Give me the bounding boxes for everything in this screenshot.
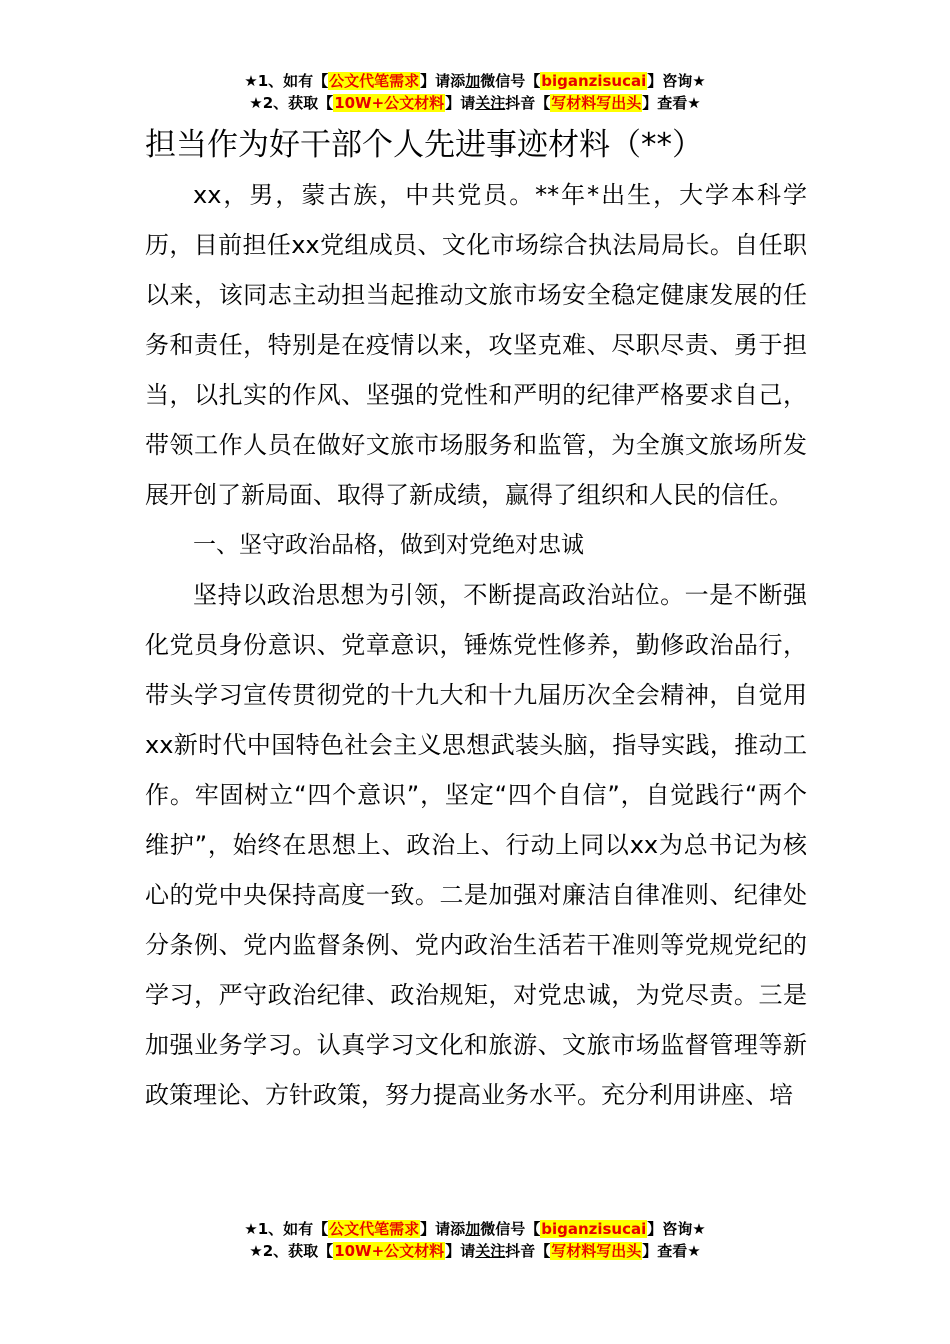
document-body — [145, 170, 807, 1120]
section-1-paragraph: 坚持以政治思想为引领，不断提高政治站位。一是不断强化党员身份意识、党章意识，锤炼党性修养，勤修政治品行，带头学习宣传贯彻党的十九大和十九届历次全会精神，自觉用xx新时代中国特色社会主义思想武装头脑，指导实践，推动工作。牢固树立“四个意识”，坚定“四个自信”，自觉践行“两个维护”，始终在思想上、政治上、行动上同以xx为总书记为核心的党中央保持高度一致。二是加强对廉洁自律准则、纪律处分条例、党内监督条例、党内政治生活若干准则等党规党纪的学习，严守政治纪律、政治规矩，对党忠诚，为党尽责。三是加强业务学习。认真学习文化和旅游、文旅市场监督管理等新政策理论、方针政策，努力提高业务水平。充分利用讲座、培 — [145, 581, 807, 1109]
document-title: 担当作为好干部个人先进事迹材料（**） — [145, 127, 703, 163]
promo-line-1: ★1、如有【公文代笔需求】请添加微信号【biganzisucai】咨询★ — [244, 1220, 706, 1238]
promo-line-2: ★2、获取【10W+公文材料】请关注抖音【写材料写出头】查看★ — [249, 1242, 701, 1260]
section-heading-1: 一、坚守政治品格，做到对党绝对忠诚 — [193, 532, 584, 558]
footer-promo-banner — [0, 1218, 950, 1262]
highlight-douyin: 写材料写出头 — [551, 94, 642, 112]
highlight-wechat-id: biganzisucai — [541, 72, 647, 90]
promo-line-2: ★2、获取【10W+公文材料】请关注抖音【写材料写出头】查看★ — [249, 94, 701, 112]
highlight-materials: 10W+公文材料 — [334, 1242, 445, 1260]
highlight-douyin: 写材料写出头 — [551, 1242, 642, 1260]
highlight-wechat-id: biganzisucai — [541, 1220, 647, 1238]
intro-paragraph: xx，男，蒙古族，中共党员。**年*出生，大学本科学历，目前担任xx党组成员、文化市场综合执法局局长。自任职以来，该同志主动担当起推动文旅市场安全稳定健康发展的任务和责任，特别是在疫情以来，攻坚克难、尽职尽责、勇于担当，以扎实的作风、坚强的党性和严明的纪律严格要求自己，带领工作人员在做好文旅市场服务和监管，为全旗文旅场所发展开创了新局面、取得了新成绩，赢得了组织和人民的信任。 — [145, 181, 807, 509]
header-promo-banner — [0, 70, 950, 114]
promo-line-1: ★1、如有【公文代笔需求】请添加微信号【biganzisucai】咨询★ — [244, 72, 706, 90]
highlight-materials: 10W+公文材料 — [334, 94, 445, 112]
highlight-service: 公文代笔需求 — [329, 72, 420, 90]
highlight-service: 公文代笔需求 — [329, 1220, 420, 1238]
